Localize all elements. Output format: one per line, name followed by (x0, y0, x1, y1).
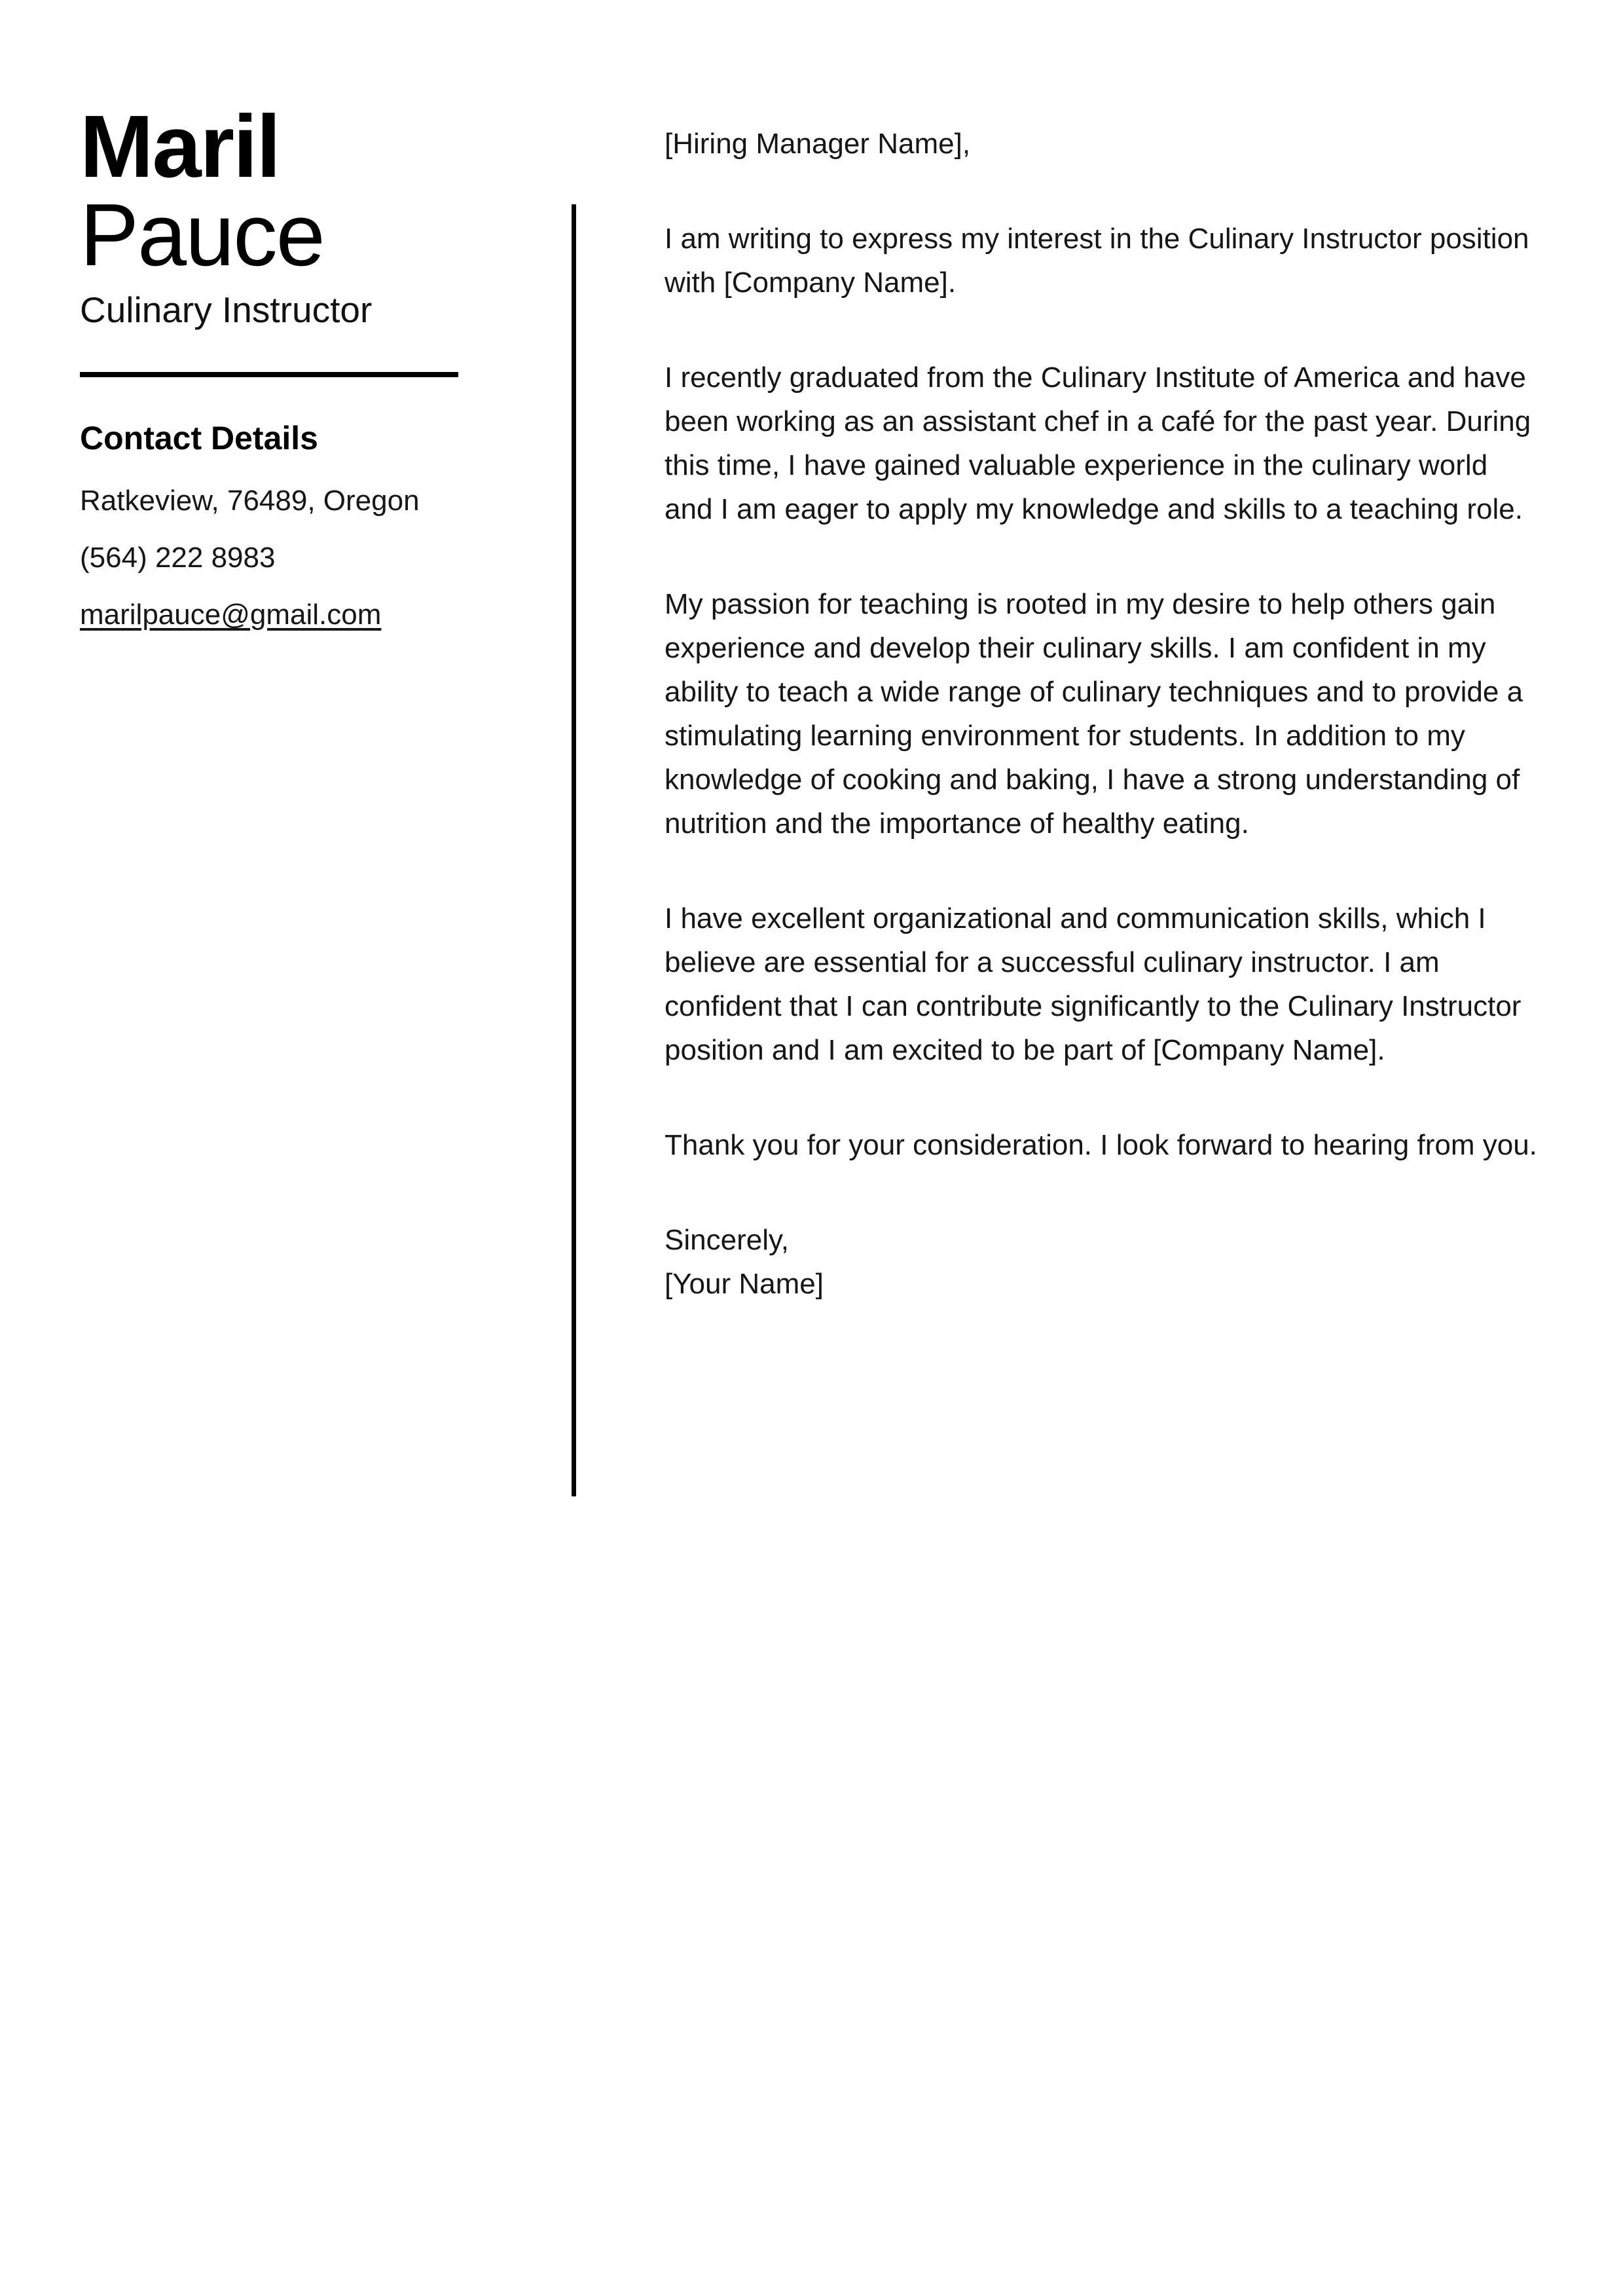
candidate-last-name: Pauce (80, 185, 324, 284)
cover-letter-body (665, 122, 1539, 1306)
salutation: [Hiring Manager Name], (665, 128, 971, 160)
job-title: Culinary Instructor (80, 289, 373, 330)
paragraph-4: I have excellent organizational and communication skills, which I believe are essential for a successful culinary instructor. I am confident that I can contribute significantly to the Culinary Instructor position and I am excited to be part of [Company Name]. (665, 902, 1522, 1066)
sign-off (665, 1218, 1539, 1306)
candidate-first-name: Maril (80, 97, 280, 196)
contact-email (80, 593, 512, 637)
contact-details-heading: Contact Details (80, 420, 318, 456)
paragraph-2: I recently graduated from the Culinary Institute of America and have been working as an assistant chef in a café for the past year. During this time, I have gained valuable experience in the culinary world and I am eager to apply my knowledge and skills to a teaching role. (665, 361, 1531, 525)
vertical-divider (572, 204, 576, 1496)
paragraph-5: Thank you for your consideration. I look forward to hearing from you. (665, 1129, 1537, 1161)
email-link[interactable]: marilpauce@gmail.com (80, 599, 382, 631)
contact-phone: (564) 222 8983 (80, 542, 276, 574)
candidate-name (80, 97, 512, 284)
contact-address: Ratkeview, 76489, Oregon (80, 485, 420, 517)
signature: [Your Name] (665, 1268, 824, 1300)
paragraph-1: I am writing to express my interest in the Culinary Instructor position with [Company Name]. (665, 223, 1529, 299)
closing: Sincerely, (665, 1224, 789, 1256)
paragraph-3: My passion for teaching is rooted in my desire to help others gain experience and develop their culinary skills. I am confident in my ability to teach a wide range of culinary techniques and to provide a stimulating learning environment for students. In addition to my knowledge of cooking and baking, I have a strong understanding of nutrition and the importance of healthy eating. (665, 588, 1523, 840)
sidebar (80, 97, 512, 637)
section-rule (80, 372, 458, 377)
